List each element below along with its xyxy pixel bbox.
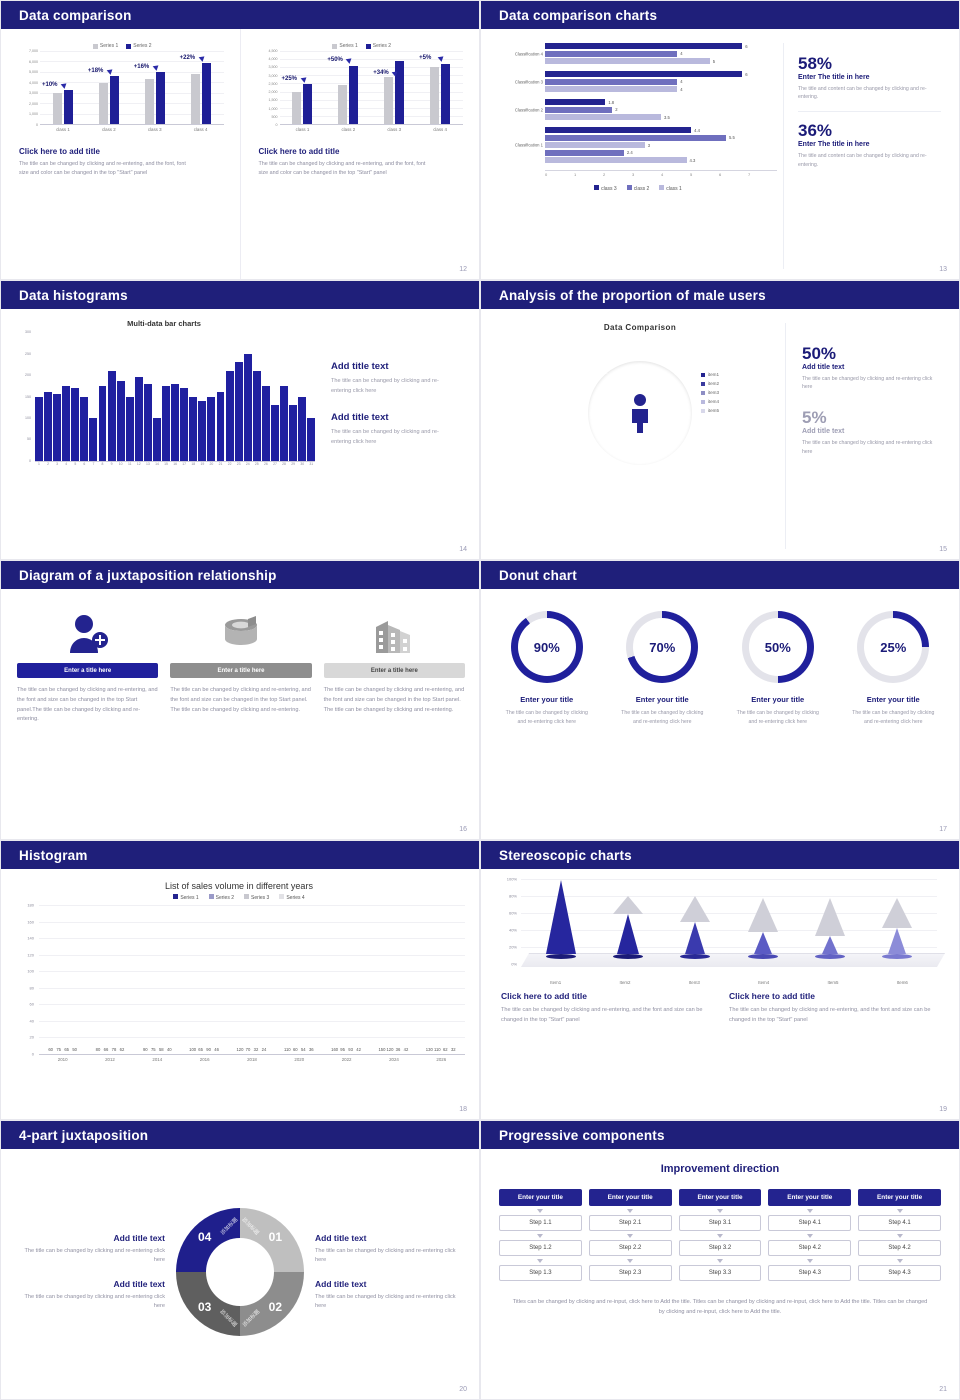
block-text[interactable]: The title can be changed by clicking and re-entering click here xyxy=(315,1247,456,1263)
cone xyxy=(594,879,661,959)
block-title[interactable]: Add title text xyxy=(113,1232,165,1243)
stat-card xyxy=(802,345,943,391)
delta-label: +25% xyxy=(281,75,298,82)
gauge-text[interactable]: The title can be changed by clicking and re-entering click here xyxy=(621,710,704,725)
block-title[interactable]: Add title text xyxy=(331,361,389,372)
slide-data-comparison xyxy=(0,0,480,280)
segment-number: 02 xyxy=(268,1300,282,1314)
gauge-value: 70% xyxy=(633,618,691,676)
page-number: 18 xyxy=(459,1106,467,1113)
text-block xyxy=(501,991,711,1025)
gauge-item xyxy=(491,611,603,825)
step-header[interactable]: Enter your title xyxy=(858,1189,941,1206)
block-text[interactable]: The title can be changed by clicking and re-entering, and the font and size can be changed in the top "Start" panel xyxy=(501,1007,703,1023)
slide-title: Histogram xyxy=(1,841,479,869)
stat-value: 36% xyxy=(798,121,833,141)
bar-chart-left xyxy=(19,51,226,139)
gauge-text[interactable]: The title can be changed by clicking and re-entering click here xyxy=(736,710,819,725)
person-add-icon xyxy=(17,605,158,655)
legend-item: class 2 xyxy=(627,185,650,192)
column-title-pill[interactable]: Enter a title here xyxy=(324,663,465,678)
right-text-column xyxy=(315,1219,465,1326)
slide-title: Donut chart xyxy=(481,561,959,589)
cylinder-stack-icon xyxy=(170,605,311,655)
step-cell[interactable]: Step 2.1 xyxy=(589,1215,672,1231)
step-cell[interactable]: Step 4.2 xyxy=(858,1240,941,1256)
legend-item: Series 2 xyxy=(126,43,151,49)
delta-label: +22% xyxy=(179,55,196,62)
caption-body[interactable]: The title can be changed by clicking and re-entering, and the font, font size and color can be changed in the top "Start" panel xyxy=(19,161,186,176)
slice-label: 50 xyxy=(694,408,701,414)
slice-label: 30 xyxy=(631,468,638,474)
chart-legend xyxy=(19,43,226,49)
legend-item: Series 1 xyxy=(93,43,118,49)
stat-title[interactable]: Enter The title in here xyxy=(798,73,870,81)
gauge-value: 25% xyxy=(864,618,922,676)
stat-text[interactable]: The title and content can be changed by clicking and re-entering. xyxy=(798,153,927,168)
donut-gauge xyxy=(857,611,929,683)
stat-card xyxy=(802,409,943,455)
slide-histogram: Histogram List of sales volume in different years Series 1 Series 2 Series 3 Series 4 180 160 140 120 100 80 60 40 20 0 60 75 65 50 80 66 78 62 90 75 58 40 100 65 90 46 120 70 32 24 110 60 54 36 160 95 93 42 150 120 36 42 130 110 62 32 2010 2012 2014 2016 2018 2020 2022 2024 2026 18 xyxy=(0,840,480,1120)
step-cell[interactable]: Step 3.3 xyxy=(679,1265,762,1281)
segment-number: 03 xyxy=(198,1300,212,1314)
legend-item: item3 xyxy=(701,390,719,395)
step-column xyxy=(679,1189,762,1281)
gauge-item xyxy=(838,611,950,825)
delta-label: +16% xyxy=(133,63,150,70)
section-heading: Improvement direction xyxy=(660,1163,780,1175)
slide-donut-chart xyxy=(480,560,960,840)
x-axis: 0 1 2 3 4 5 6 7 xyxy=(545,170,777,177)
slide-title: Data histograms xyxy=(1,281,479,309)
y-axis: 7,000 6,000 5,000 4,000 3,000 2,000 1,000 0 xyxy=(29,49,38,127)
legend-item: item4 xyxy=(701,399,719,404)
block-text[interactable]: The title can be changed by clicking and re-entering click here xyxy=(24,1247,165,1263)
step-cell[interactable]: Step 4.2 xyxy=(768,1240,851,1256)
step-cell[interactable]: Step 2.2 xyxy=(589,1240,672,1256)
step-header[interactable]: Enter your title xyxy=(679,1189,762,1206)
text-block xyxy=(315,1279,465,1311)
bar-group: Classification 3 6 4 4 xyxy=(514,71,748,92)
block-text[interactable]: The title can be changed by clicking and re-entering click here xyxy=(24,1294,165,1310)
text-block xyxy=(729,991,939,1025)
stat-title[interactable]: Add title text xyxy=(802,428,845,436)
gauge-item xyxy=(722,611,834,825)
footer-text[interactable]: Titles can be changed by clicking and re-input, click here to Add the title. Titles can be changed by clicking and re-input, click here to Add the title. Titles can be changed by clicking and re-input, click here to Add the title. xyxy=(512,1299,928,1316)
chart-legend xyxy=(493,185,783,192)
step-header[interactable]: Enter your title xyxy=(768,1189,851,1206)
y-axis: 4,500 4,000 3,500 3,000 2,500 2,000 1,500 1,000 500 0 xyxy=(268,49,278,127)
donut-chart xyxy=(565,338,719,488)
cone xyxy=(662,879,729,959)
legend-item: class 1 xyxy=(659,185,682,192)
step-cell[interactable]: Step 4.3 xyxy=(858,1265,941,1281)
slide-juxtaposition-diagram xyxy=(0,560,480,840)
slice-label: 10 xyxy=(581,410,588,416)
bar-group: Classification 2 1.8 2 3.5 xyxy=(514,99,670,120)
page-number: 13 xyxy=(939,266,947,273)
donut-gauge xyxy=(511,611,583,683)
page-number: 15 xyxy=(939,546,947,553)
slice-label: 12 xyxy=(602,370,609,376)
stat-text[interactable]: The title and content can be changed by clicking and re-entering. xyxy=(798,85,927,101)
page-number: 16 xyxy=(459,826,467,833)
bar-chart-right xyxy=(259,51,466,139)
step-cell[interactable]: Step 4.1 xyxy=(858,1215,941,1231)
x-axis-labels: 2010 2012 2014 2016 2018 2020 2022 2024 2026 xyxy=(57,1057,447,1062)
text-block xyxy=(315,1233,465,1265)
block-title[interactable]: Click here to add title xyxy=(729,991,815,1001)
slide-title: Data comparison xyxy=(1,1,479,29)
person-icon xyxy=(627,393,653,433)
slide-title: Progressive components xyxy=(481,1121,959,1149)
text-block xyxy=(15,1233,165,1265)
slide-data-histograms xyxy=(0,280,480,560)
column-text[interactable]: The title can be changed by clicking and re-entering, and the font and size can be changed in the top Start panel. The title can be changed by clicking and re-entering. xyxy=(323,687,465,713)
step-cell[interactable]: Step 4.1 xyxy=(768,1215,851,1231)
donut-gauge xyxy=(742,611,814,683)
block-text[interactable]: The title can be changed by clicking and re-entering, and the font and size can be changed in the top "Start" panel xyxy=(729,1007,931,1023)
cone xyxy=(864,879,931,959)
delta-label: +5% xyxy=(419,55,432,62)
chart-legend xyxy=(701,372,719,417)
stat-text[interactable]: The title can be changed by clicking and re-entering click here xyxy=(802,440,933,455)
page-number: 19 xyxy=(939,1106,947,1113)
donut-4part-chart xyxy=(176,1208,304,1336)
gauge-text[interactable]: The title can be changed by clicking and re-entering click here xyxy=(852,710,935,725)
slide-title: 4-part juxtaposition xyxy=(1,1121,479,1149)
stat-text[interactable]: The title can be changed by clicking and re-entering click here xyxy=(802,375,933,391)
step-column xyxy=(858,1189,941,1281)
cone xyxy=(796,879,863,959)
step-cell[interactable]: Step 1.2 xyxy=(499,1240,582,1256)
delta-label: +18% xyxy=(87,68,104,75)
block-text[interactable]: The title can be changed by clicking and re-entering click here xyxy=(331,378,439,394)
legend-item: Series 1 xyxy=(332,43,357,49)
page-number: 12 xyxy=(459,266,467,273)
block-text[interactable]: The title can be changed by clicking and re-entering click here xyxy=(331,429,439,445)
segment-number: 01 xyxy=(268,1230,282,1244)
block-title[interactable]: Add title text xyxy=(331,412,389,423)
stat-card xyxy=(798,55,941,112)
segment-label: 添加标题 xyxy=(219,1216,240,1237)
step-cell[interactable]: Step 3.2 xyxy=(679,1240,762,1256)
chart-title: List of sales volume in different years xyxy=(165,881,313,891)
block-title[interactable]: Add title text xyxy=(113,1279,165,1289)
slide-male-users-proportion xyxy=(480,280,960,560)
column-text[interactable]: The title can be changed by clicking and re-entering, and the font and size can be changed in the top Start panel. The title can be changed by clicking and re-entering. xyxy=(170,687,311,713)
cone xyxy=(527,879,594,959)
bars xyxy=(35,332,315,461)
segment-label: 添加标题 xyxy=(242,1308,262,1329)
column-text[interactable]: The title can be changed by clicking and re-entering, and the font and size can be changed in the top Start panel.The title can be changed by clicking and re-entering. xyxy=(17,687,158,723)
caption-title[interactable]: Click here to add title xyxy=(19,147,100,156)
column-title-pill[interactable]: Enter a title here xyxy=(17,663,158,678)
slide-4-part-juxtaposition xyxy=(0,1120,480,1400)
stat-value: 50% xyxy=(802,344,837,363)
stat-value: 58% xyxy=(798,54,833,73)
chart-legend xyxy=(13,894,465,901)
block-text[interactable]: The title can be changed by clicking and re-entering click here xyxy=(315,1294,456,1310)
delta-label: +34% xyxy=(373,69,389,76)
segment-label: 添加标题 xyxy=(218,1308,238,1329)
caption-title[interactable]: Click here to add title xyxy=(258,147,340,156)
column-title-pill[interactable]: Enter a title here xyxy=(170,663,311,678)
x-axis-labels: class 1 class 2 class 3 class 4 xyxy=(56,127,208,132)
step-header[interactable]: Enter your title xyxy=(499,1189,582,1206)
page-number: 21 xyxy=(939,1386,947,1393)
histogram-chart xyxy=(9,319,319,545)
step-cell[interactable]: Step 4.3 xyxy=(768,1265,851,1281)
bar-group: Classification 4 6 4 5 xyxy=(514,43,748,64)
gauge-title[interactable]: Enter your title xyxy=(866,695,920,704)
x-axis-labels: class 1 class 2 class 3 class 4 xyxy=(295,127,447,132)
chart-title: Multi-data bar charts xyxy=(127,319,201,328)
page-number: 14 xyxy=(459,546,467,553)
horizontal-bar-chart xyxy=(493,43,783,269)
comparison-panel-left xyxy=(1,29,240,279)
step-cell[interactable]: Step 1.3 xyxy=(499,1265,582,1281)
chart-legend xyxy=(259,43,466,49)
comparison-panel-right xyxy=(240,29,480,279)
chart-title: Data Comparison xyxy=(603,323,677,332)
slide-data-comparison-charts xyxy=(480,0,960,280)
gauge-title[interactable]: Enter your title xyxy=(751,695,805,704)
step-cell[interactable]: Step 1.1 xyxy=(499,1215,582,1231)
step-header[interactable]: Enter your title xyxy=(589,1189,672,1206)
legend-item: item5 xyxy=(701,408,719,413)
legend-item: Series 2 xyxy=(366,43,391,49)
gauge-value: 90% xyxy=(518,618,576,676)
bar-group: Classification 1 4.4 5.5 3 2.4 4.3 xyxy=(514,127,735,163)
legend-item: Series 2 xyxy=(209,894,234,901)
stat-value: 5% xyxy=(802,408,827,428)
cone xyxy=(729,879,796,959)
text-block xyxy=(15,1279,165,1311)
delta-label: +10% xyxy=(42,81,58,88)
slide-title: Data comparison charts xyxy=(481,1,959,29)
step-column xyxy=(499,1189,582,1281)
block-title[interactable]: Click here to add title xyxy=(501,991,587,1001)
legend-item: Series 3 xyxy=(244,894,269,901)
stat-card xyxy=(798,122,941,178)
slide-title: Diagram of a juxtaposition relationship xyxy=(1,561,479,589)
slide-stereoscopic-charts xyxy=(480,840,960,1120)
gauge-title[interactable]: Enter your title xyxy=(520,695,574,704)
step-column xyxy=(589,1189,672,1281)
legend-item: class 3 xyxy=(594,185,617,192)
step-column xyxy=(768,1189,851,1281)
stat-title[interactable]: Enter The title in here xyxy=(798,141,870,149)
page-number: 20 xyxy=(459,1386,467,1393)
delta-label: +50% xyxy=(327,57,343,64)
gauge-value: 50% xyxy=(749,618,807,676)
buildings-icon xyxy=(324,605,465,655)
block-title[interactable]: Add title text xyxy=(315,1232,367,1243)
y-axis: 100% 80% 60% 40% 20% 0% xyxy=(506,876,517,967)
left-text-column xyxy=(15,1219,165,1326)
step-cell[interactable]: Step 3.1 xyxy=(679,1215,762,1231)
legend-item: Series 4 xyxy=(279,894,304,901)
step-cell[interactable]: Step 2.3 xyxy=(589,1265,672,1281)
legend-item: item1 xyxy=(701,372,719,377)
segment-number: 04 xyxy=(198,1230,212,1244)
juxtaposition-column xyxy=(17,605,158,825)
gauge-text[interactable]: The title can be changed by clicking and re-entering click here xyxy=(505,710,588,725)
block-title[interactable]: Add title text xyxy=(315,1279,367,1289)
slide-title: Stereoscopic charts xyxy=(481,841,959,869)
caption-body[interactable]: The title can be changed by clicking and re-entering, and the font, font size and color can be changed in the top "Start" panel xyxy=(258,161,426,176)
legend-item: item2 xyxy=(701,381,719,386)
x-axis-labels: Item1 Item2 Item3 Item4 Item5 Item6 xyxy=(550,980,908,985)
y-axis: 300 250 200 150 100 50 0 xyxy=(25,330,31,463)
gauge-item xyxy=(607,611,719,825)
donut-gauge xyxy=(626,611,698,683)
cone-chart xyxy=(497,877,943,985)
segment-label: 添加标题 xyxy=(240,1216,261,1237)
x-axis-labels: 1 2 3 4 5 6 7 8 9 10 11 12 13 14 15 16 17 18 19 20 21 22 23 24 25 26 27 28 29 30 31 xyxy=(38,462,314,466)
y-axis: 180 160 140 120 100 80 60 40 20 0 xyxy=(27,902,34,1057)
legend-item: Series 1 xyxy=(173,894,198,901)
slide-progressive-components xyxy=(480,1120,960,1400)
gauge-title[interactable]: Enter your title xyxy=(635,695,689,704)
juxtaposition-column xyxy=(324,605,465,825)
page-number: 17 xyxy=(939,826,947,833)
slide-title: Analysis of the proportion of male users xyxy=(481,281,959,309)
juxtaposition-column xyxy=(170,605,311,825)
stat-title[interactable]: Add title text xyxy=(802,363,845,371)
